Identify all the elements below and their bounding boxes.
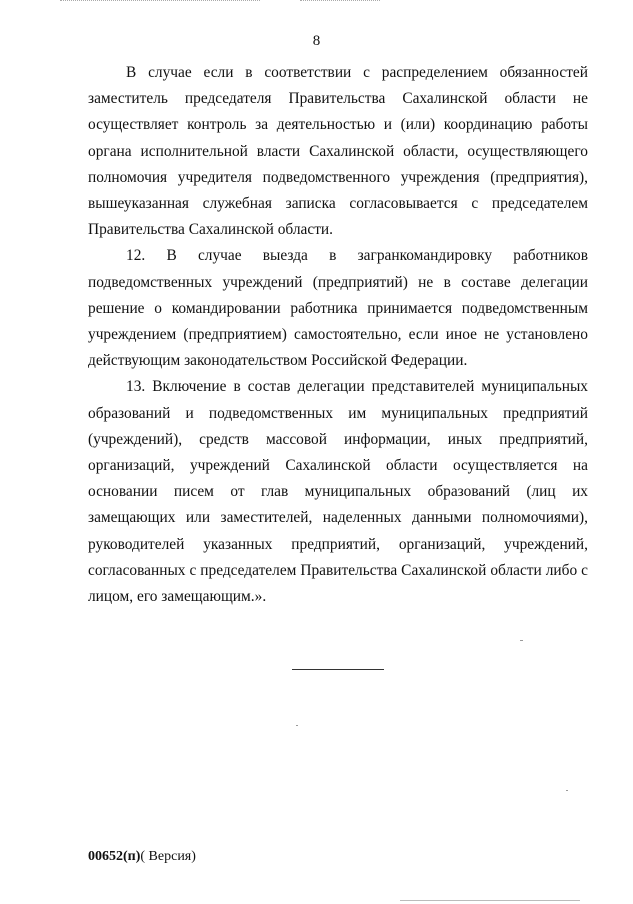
footer-document-code	[88, 849, 196, 865]
paragraph-13: 13. Включение в состав делегации представителей муниципальных образований и подведомственных им муниципальных предприятий (учреждений), средств массовой информации, иных предприятий, организаций, учреждений Сахалинской области осуществляется на основании писем от глав муниципальных образований (лиц их замещающих или заместителей, наделенных данными полномочиями), руководителей указанных предприятий, организаций, учреждений, согласованных с председателем Правительства Сахалинской области либо с лицом, его замещающим.».	[88, 378, 588, 606]
page-number: 8	[312, 33, 321, 49]
scan-speck	[566, 790, 568, 791]
paragraph-12: 12. В случае выезда в загранкомандировку работников подведомственных учреждений (предприятий) не в составе делегации решение о командировании работника принимается подведомственным учреждением (предприятием) самостоятельно, если иное не установлено действующим законодательством Российской Федерации.	[88, 247, 588, 370]
document-body	[88, 60, 588, 610]
paragraph-duty-distribution: В случае если в соответствии с распределением обязанностей заместитель председателя Правительства Сахалинской области не осуществляет контроль за деятельностью и (или) координацию работы органа исполнительной власти Сахалинской области, осуществляющего полномочия учредителя подведомственного учреждения (предприятия), вышеуказанная служебная записка согласовывается с председателем Правительства Сахалинской области.	[88, 64, 588, 239]
scan-edge-mark	[60, 0, 260, 2]
scan-edge-mark	[300, 0, 380, 2]
scan-speck	[296, 725, 298, 726]
footer-version: ( Версия)	[140, 849, 196, 864]
closing-separator-line	[292, 669, 384, 670]
scan-speck	[520, 640, 523, 641]
scan-edge-mark	[400, 900, 580, 901]
footer-code: 00652(п)	[88, 849, 141, 864]
